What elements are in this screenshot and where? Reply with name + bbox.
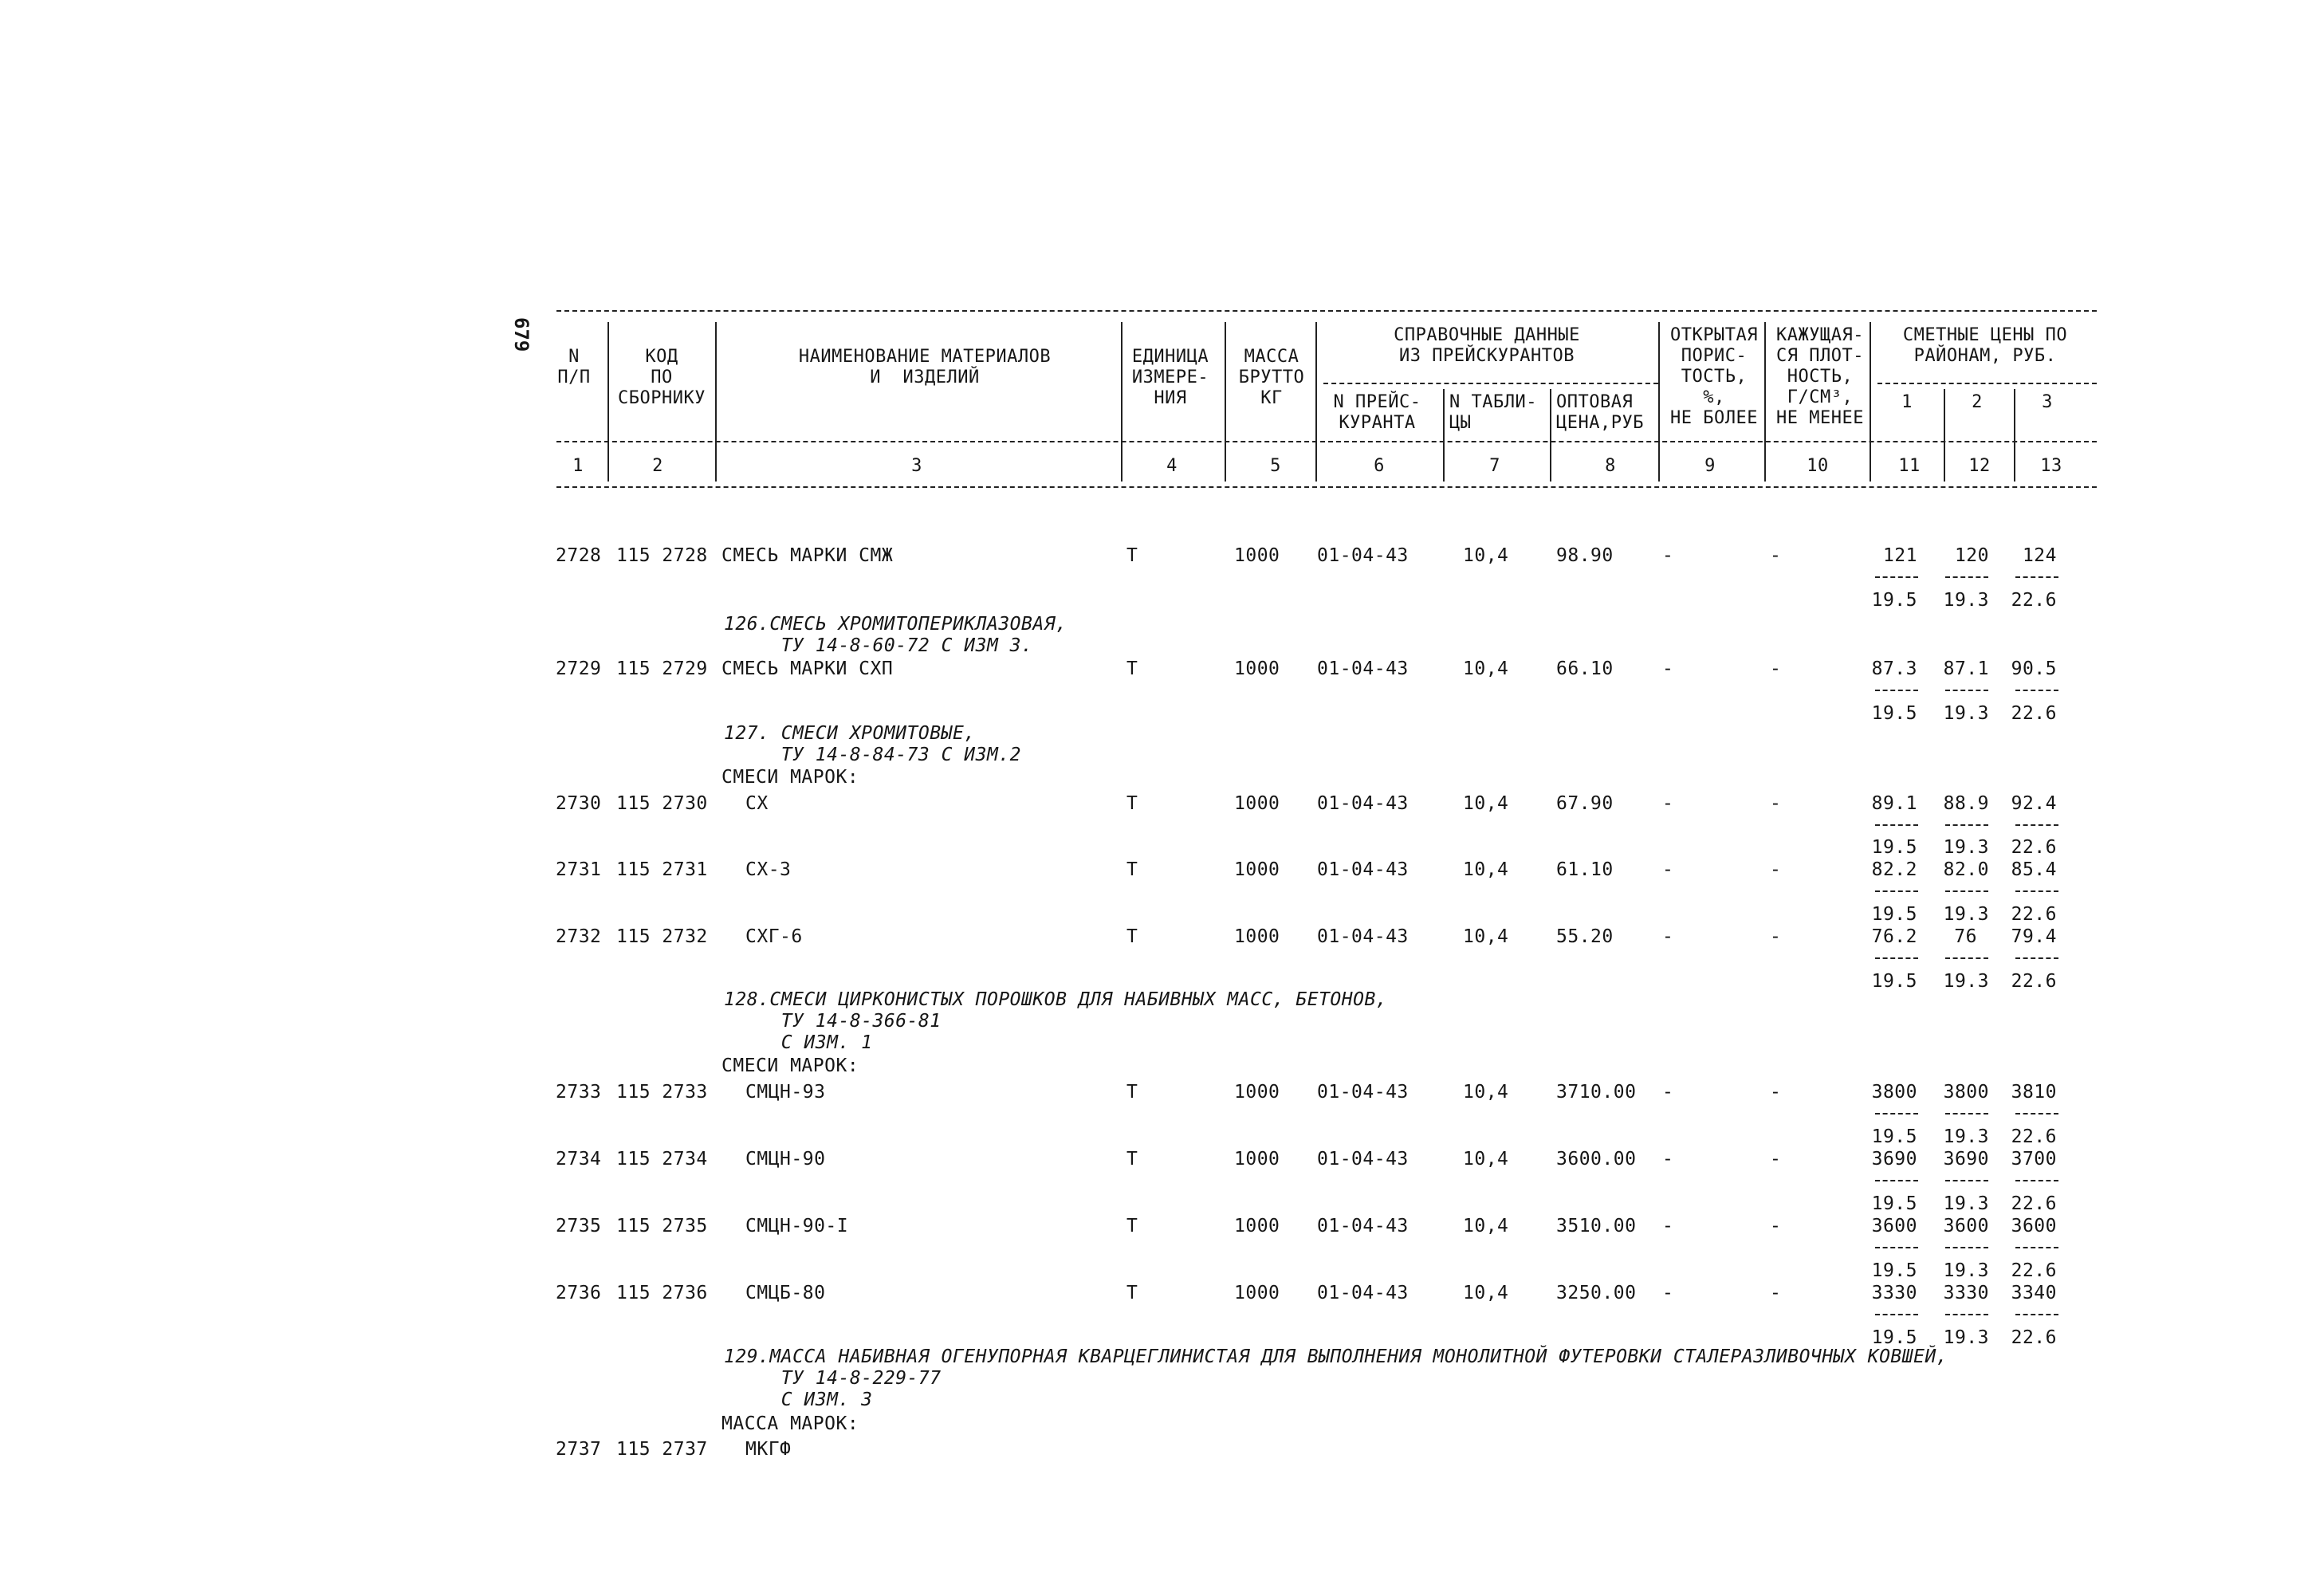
price-divider <box>1945 890 1988 892</box>
row-price-region-1: 3800 <box>1871 1082 1917 1103</box>
row-unit: Т <box>1126 1216 1138 1236</box>
row-pricelist: 01-04-43 <box>1317 793 1409 814</box>
price-divider <box>1875 890 1918 892</box>
price-divider <box>1945 1314 1988 1315</box>
row-price-region-2: 3690 <box>1943 1149 1989 1169</box>
row-code: 115 2737 <box>616 1439 708 1460</box>
row-mass: 1000 <box>1234 1283 1280 1303</box>
row-name: СМЦН-93 <box>745 1082 826 1103</box>
header-region-3: 3 <box>2042 392 2053 412</box>
row-mass: 1000 <box>1234 1149 1280 1169</box>
row-name: СМЦН-90 <box>745 1149 826 1169</box>
header-vsep <box>1944 389 1945 482</box>
row-wholesale: 61.10 <box>1556 859 1614 880</box>
row-price-region-2: 87.1 <box>1943 658 1989 679</box>
row-wholesale: 55.20 <box>1556 926 1614 947</box>
price-divider <box>1875 824 1918 826</box>
row-code: 115 2735 <box>616 1216 708 1236</box>
row-name: СХГ-6 <box>745 926 803 947</box>
header-vsep <box>1764 322 1766 482</box>
row-price-region-2: 76 <box>1954 926 1977 947</box>
header-vsep <box>1121 322 1123 482</box>
row-porosity: - <box>1662 1216 1674 1236</box>
row-transport-region-1: 19.5 <box>1871 590 1917 611</box>
row-table-no: 10,4 <box>1463 1149 1509 1169</box>
row-number: 2735 <box>556 1216 602 1236</box>
row-price-region-3: 3340 <box>2011 1283 2057 1303</box>
price-divider <box>1875 576 1918 578</box>
row-price-region-1: 3600 <box>1871 1216 1917 1236</box>
header-top-rule <box>556 310 2097 312</box>
row-table-no: 10,4 <box>1463 926 1509 947</box>
row-name: СМЦБ-80 <box>745 1283 826 1303</box>
price-divider <box>2015 957 2058 959</box>
section-heading-126: 126.СМЕСЬ ХРОМИТОПЕРИКЛАЗОВАЯ, ТУ 14-8-60-72 С ИЗМ 3. <box>724 614 1067 656</box>
row-porosity: - <box>1662 1283 1674 1303</box>
row-number: 2733 <box>556 1082 602 1103</box>
row-name: СХ-3 <box>745 859 792 880</box>
column-number: 11 <box>1898 456 1921 476</box>
row-number: 2728 <box>556 545 602 566</box>
row-density: - <box>1770 859 1782 880</box>
row-name: СМЦН-90-I <box>745 1216 849 1236</box>
row-price-region-2: 88.9 <box>1943 793 1989 814</box>
column-number: 7 <box>1489 456 1500 476</box>
header-col-code: КОД ПО СБОРНИКУ <box>618 347 706 408</box>
price-divider <box>1945 1247 1988 1248</box>
column-number: 12 <box>1968 456 1991 476</box>
header-vsep <box>1225 322 1226 482</box>
row-transport-region-3: 22.6 <box>2011 837 2057 858</box>
header-col-wholesale: ОПТОВАЯ ЦЕНА,РУБ <box>1556 392 1644 433</box>
row-code: 115 2730 <box>616 793 708 814</box>
price-divider <box>1945 1113 1988 1114</box>
section-subheading-128: СМЕСИ МАРОК: <box>721 1055 859 1076</box>
row-table-no: 10,4 <box>1463 793 1509 814</box>
header-col-name: НАИМЕНОВАНИЕ МАТЕРИАЛОВ И ИЗДЕЛИЙ <box>798 347 1052 387</box>
row-porosity: - <box>1662 658 1674 679</box>
price-divider <box>2015 1314 2058 1315</box>
row-density: - <box>1770 658 1782 679</box>
price-divider <box>1945 824 1988 826</box>
header-prices-split-rule <box>1877 383 2097 384</box>
column-number: 8 <box>1605 456 1616 476</box>
header-ref-group: СПРАВОЧНЫЕ ДАННЫЕ ИЗ ПРЕЙСКУРАНТОВ <box>1394 325 1580 366</box>
column-number: 2 <box>652 456 663 476</box>
row-number: 2736 <box>556 1283 602 1303</box>
price-divider <box>2015 1180 2058 1181</box>
row-price-region-1: 121 <box>1882 545 1917 566</box>
row-transport-region-2: 19.3 <box>1943 904 1989 925</box>
price-divider <box>1875 1247 1918 1248</box>
row-mass: 1000 <box>1234 859 1280 880</box>
section-subheading-129: МАССА МАРОК: <box>721 1413 859 1434</box>
row-transport-region-2: 19.3 <box>1943 703 1989 724</box>
row-transport-region-3: 22.6 <box>2011 590 2057 611</box>
row-density: - <box>1770 1283 1782 1303</box>
header-region-2: 2 <box>1972 392 1983 412</box>
row-pricelist: 01-04-43 <box>1317 926 1409 947</box>
row-code: 115 2736 <box>616 1283 708 1303</box>
row-unit: Т <box>1126 859 1138 880</box>
row-code: 115 2732 <box>616 926 708 947</box>
row-porosity: - <box>1662 859 1674 880</box>
row-transport-region-1: 19.5 <box>1871 837 1917 858</box>
row-number: 2734 <box>556 1149 602 1169</box>
price-divider <box>1945 957 1988 959</box>
row-table-no: 10,4 <box>1463 658 1509 679</box>
row-porosity: - <box>1662 926 1674 947</box>
column-numbers-rule <box>556 486 2097 488</box>
row-wholesale: 3250.00 <box>1556 1283 1637 1303</box>
row-transport-region-2: 19.3 <box>1943 590 1989 611</box>
row-price-region-2: 3600 <box>1943 1216 1989 1236</box>
row-transport-region-2: 19.3 <box>1943 1260 1989 1281</box>
row-name: МКГФ <box>745 1439 792 1460</box>
row-density: - <box>1770 1149 1782 1169</box>
row-wholesale: 3600.00 <box>1556 1149 1637 1169</box>
row-unit: Т <box>1126 545 1138 566</box>
row-mass: 1000 <box>1234 793 1280 814</box>
column-number: 3 <box>911 456 922 476</box>
column-number: 4 <box>1166 456 1178 476</box>
row-transport-region-1: 19.5 <box>1871 1193 1917 1214</box>
header-vsep <box>607 322 609 482</box>
row-transport-region-3: 22.6 <box>2011 1327 2057 1348</box>
row-table-no: 10,4 <box>1463 859 1509 880</box>
row-price-region-3: 90.5 <box>2011 658 2057 679</box>
price-divider <box>2015 690 2058 691</box>
column-number: 6 <box>1374 456 1385 476</box>
row-wholesale: 67.90 <box>1556 793 1614 814</box>
row-table-no: 10,4 <box>1463 545 1509 566</box>
row-number: 2731 <box>556 859 602 880</box>
row-wholesale: 66.10 <box>1556 658 1614 679</box>
header-col-num: N П/П <box>557 347 591 387</box>
row-table-no: 10,4 <box>1463 1216 1509 1236</box>
row-transport-region-1: 19.5 <box>1871 1126 1917 1147</box>
row-price-region-1: 82.2 <box>1871 859 1917 880</box>
row-number: 2730 <box>556 793 602 814</box>
row-transport-region-2: 19.3 <box>1943 1126 1989 1147</box>
price-divider <box>1875 957 1918 959</box>
row-number: 2737 <box>556 1439 602 1460</box>
header-vsep <box>1315 322 1317 482</box>
header-vsep <box>1658 322 1660 482</box>
row-price-region-3: 3700 <box>2011 1149 2057 1169</box>
price-divider <box>1875 1180 1918 1181</box>
row-price-region-3: 3810 <box>2011 1082 2057 1103</box>
row-mass: 1000 <box>1234 545 1280 566</box>
row-price-region-2: 3330 <box>1943 1283 1989 1303</box>
header-vsep <box>1443 389 1445 482</box>
row-price-region-1: 3690 <box>1871 1149 1917 1169</box>
row-transport-region-1: 19.5 <box>1871 703 1917 724</box>
row-transport-region-3: 22.6 <box>2011 1126 2057 1147</box>
column-number: 9 <box>1704 456 1716 476</box>
row-transport-region-2: 19.3 <box>1943 1327 1989 1348</box>
row-transport-region-1: 19.5 <box>1871 971 1917 992</box>
header-col-porosity: ОТКРЫТАЯ ПОРИС- ТОСТЬ, %, НЕ БОЛЕЕ <box>1670 325 1758 428</box>
page-number: 679 <box>510 317 533 352</box>
section-heading-129: 129.МАССА НАБИВНАЯ ОГЕНУПОРНАЯ КВАРЦЕГЛИНИСТАЯ ДЛЯ ВЫПОЛНЕНИЯ МОНОЛИТНОЙ ФУТЕРОВКИ СТАЛЕРАЗЛИВОЧНЫХ КОВШЕЙ, ТУ 14-8-229-77 С ИЗМ. 3 <box>724 1346 1948 1410</box>
header-vsep <box>1870 322 1871 482</box>
row-wholesale: 98.90 <box>1556 545 1614 566</box>
row-transport-region-1: 19.5 <box>1871 1260 1917 1281</box>
header-col-density: КАЖУЩАЯ- СЯ ПЛОТ- НОСТЬ, Г/СМ³, НЕ МЕНЕЕ <box>1776 325 1864 428</box>
row-transport-region-3: 22.6 <box>2011 703 2057 724</box>
row-unit: Т <box>1126 1082 1138 1103</box>
row-table-no: 10,4 <box>1463 1082 1509 1103</box>
header-col-unit: ЕДИНИЦА ИЗМЕРЕ- НИЯ <box>1131 347 1209 408</box>
price-divider <box>2015 1113 2058 1114</box>
row-pricelist: 01-04-43 <box>1317 1216 1409 1236</box>
header-col-table: N ТАБЛИ- ЦЫ <box>1449 392 1537 433</box>
row-density: - <box>1770 926 1782 947</box>
header-region-1: 1 <box>1901 392 1913 412</box>
price-divider <box>1945 690 1988 691</box>
row-code: 115 2733 <box>616 1082 708 1103</box>
row-name: СХ <box>745 793 769 814</box>
row-porosity: - <box>1662 1082 1674 1103</box>
row-pricelist: 01-04-43 <box>1317 545 1409 566</box>
price-divider <box>2015 890 2058 892</box>
row-transport-region-2: 19.3 <box>1943 837 1989 858</box>
column-number: 13 <box>2040 456 2062 476</box>
price-divider <box>1875 1113 1918 1114</box>
price-divider <box>2015 576 2058 578</box>
row-price-region-1: 76.2 <box>1871 926 1917 947</box>
row-pricelist: 01-04-43 <box>1317 658 1409 679</box>
header-col-pricelist: N ПРЕЙС- КУРАНТА <box>1333 392 1421 433</box>
row-mass: 1000 <box>1234 658 1280 679</box>
row-price-region-2: 82.0 <box>1943 859 1989 880</box>
row-price-region-1: 87.3 <box>1871 658 1917 679</box>
header-vsep <box>2014 389 2015 482</box>
header-col-mass: МАССА БРУТТО КГ <box>1238 347 1305 408</box>
row-price-region-3: 3600 <box>2011 1216 2057 1236</box>
row-code: 115 2734 <box>616 1149 708 1169</box>
row-code: 115 2729 <box>616 658 708 679</box>
price-divider <box>2015 824 2058 826</box>
row-pricelist: 01-04-43 <box>1317 1283 1409 1303</box>
price-divider <box>1945 1180 1988 1181</box>
row-price-region-1: 3330 <box>1871 1283 1917 1303</box>
row-transport-region-2: 19.3 <box>1943 971 1989 992</box>
row-porosity: - <box>1662 1149 1674 1169</box>
row-price-region-3: 79.4 <box>2011 926 2057 947</box>
row-unit: Т <box>1126 1283 1138 1303</box>
header-vsep <box>1550 389 1551 482</box>
row-density: - <box>1770 1216 1782 1236</box>
row-transport-region-1: 19.5 <box>1871 1327 1917 1348</box>
section-heading-128: 128.СМЕСИ ЦИРКОНИСТЫХ ПОРОШКОВ ДЛЯ НАБИВНЫХ МАСС, БЕТОНОВ, ТУ 14-8-366-81 С ИЗМ. 1 <box>724 989 1388 1053</box>
row-transport-region-3: 22.6 <box>2011 971 2057 992</box>
price-divider <box>2015 1247 2058 1248</box>
header-ref-split-rule <box>1323 383 1658 384</box>
price-divider <box>1875 690 1918 691</box>
row-porosity: - <box>1662 545 1674 566</box>
column-number: 1 <box>572 456 584 476</box>
row-unit: Т <box>1126 658 1138 679</box>
row-unit: Т <box>1126 793 1138 814</box>
column-number: 5 <box>1270 456 1281 476</box>
header-vsep <box>715 322 717 482</box>
row-mass: 1000 <box>1234 1082 1280 1103</box>
row-price-region-3: 92.4 <box>2011 793 2057 814</box>
row-transport-region-1: 19.5 <box>1871 904 1917 925</box>
row-transport-region-3: 22.6 <box>2011 1260 2057 1281</box>
row-porosity: - <box>1662 793 1674 814</box>
row-transport-region-3: 22.6 <box>2011 1193 2057 1214</box>
header-prices-group: СМЕТНЫЕ ЦЕНЫ ПО РАЙОНАМ, РУБ. <box>1902 325 2068 366</box>
section-heading-127: 127. СМЕСИ ХРОМИТОВЫЕ, ТУ 14-8-84-73 С ИЗМ.2 <box>724 723 1022 765</box>
row-price-region-3: 124 <box>2022 545 2057 566</box>
row-transport-region-2: 19.3 <box>1943 1193 1989 1214</box>
row-number: 2732 <box>556 926 602 947</box>
row-density: - <box>1770 793 1782 814</box>
row-unit: Т <box>1126 926 1138 947</box>
row-density: - <box>1770 545 1782 566</box>
header-bottom-rule <box>556 441 2097 442</box>
row-price-region-3: 85.4 <box>2011 859 2057 880</box>
row-unit: Т <box>1126 1149 1138 1169</box>
row-pricelist: 01-04-43 <box>1317 859 1409 880</box>
row-name: СМЕСЬ МАРКИ СМЖ <box>721 545 894 566</box>
row-transport-region-3: 22.6 <box>2011 904 2057 925</box>
row-number: 2729 <box>556 658 602 679</box>
price-divider <box>1875 1314 1918 1315</box>
row-code: 115 2728 <box>616 545 708 566</box>
row-density: - <box>1770 1082 1782 1103</box>
row-pricelist: 01-04-43 <box>1317 1082 1409 1103</box>
row-mass: 1000 <box>1234 1216 1280 1236</box>
row-mass: 1000 <box>1234 926 1280 947</box>
row-code: 115 2731 <box>616 859 708 880</box>
price-divider <box>1945 576 1988 578</box>
row-price-region-1: 89.1 <box>1871 793 1917 814</box>
section-subheading-127: СМЕСИ МАРОК: <box>721 767 859 788</box>
row-wholesale: 3710.00 <box>1556 1082 1637 1103</box>
row-price-region-2: 3800 <box>1943 1082 1989 1103</box>
row-table-no: 10,4 <box>1463 1283 1509 1303</box>
column-number: 10 <box>1807 456 1829 476</box>
row-name: СМЕСЬ МАРКИ СХП <box>721 658 894 679</box>
row-pricelist: 01-04-43 <box>1317 1149 1409 1169</box>
row-price-region-2: 120 <box>1954 545 1989 566</box>
row-wholesale: 3510.00 <box>1556 1216 1637 1236</box>
